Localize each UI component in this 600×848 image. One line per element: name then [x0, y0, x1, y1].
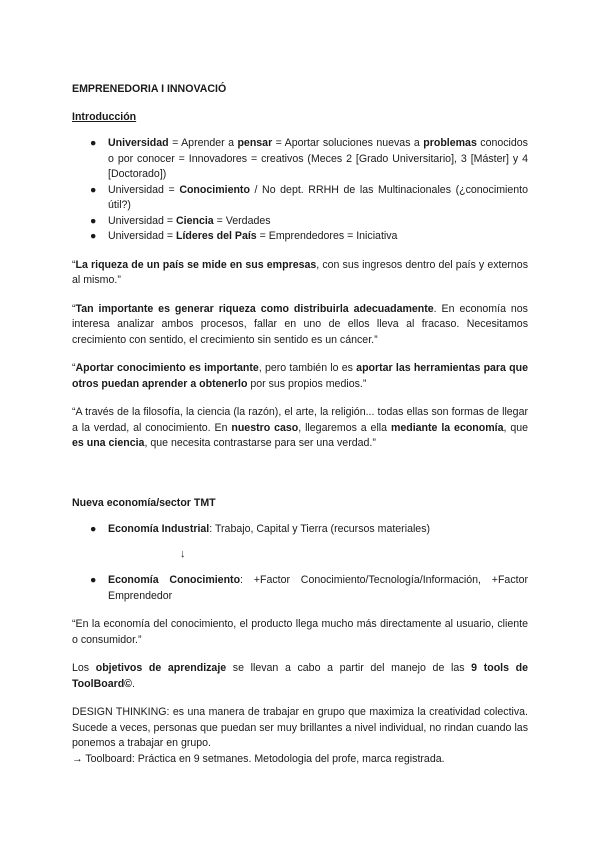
- list-item: ● Universidad = Aprender a pensar = Aportar soluciones nuevas a problemas conocidos o por conocer = Innovadores = creativos (Meces 2 [Grado Universitario], 3 [Máster] y 4 [Doctorado]): [90, 137, 528, 180]
- bullet-icon: ●: [90, 574, 97, 586]
- bullet-icon: ●: [90, 183, 97, 196]
- list-item: ● Universidad = Ciencia = Verdades: [108, 214, 528, 230]
- document-page: [72, 82, 528, 767]
- list-item: ● Economía Conocimiento: +Factor Conocimiento/Tecnología/Información, +Factor Emprendedor: [90, 574, 528, 602]
- bullet-icon: ●: [90, 230, 97, 242]
- tmt-bullet-list-1: [72, 522, 528, 538]
- quote-paragraph-3: “Aportar conocimiento es importante, pero también lo es aportar las herramientas para que otros puedan aprender a obtenerlo por sus propios medios.”: [72, 362, 528, 390]
- quote-paragraph-1: “La riqueza de un país se mide en sus empresas, con sus ingresos dentro del país y externos al mismo.”: [72, 258, 528, 286]
- list-item: ● Universidad = Conocimiento / No dept. RRHH de las Multinacionales (¿conocimiento útil?): [90, 183, 528, 211]
- section-heading-tmt: Nueva economía/sector TMT: [72, 496, 216, 509]
- bullet-icon: ●: [90, 137, 97, 149]
- quote-paragraph-5: “En la economía del conocimiento, el producto llega mucho más directamente al usuario, cliente o consumidor.”: [72, 618, 528, 646]
- objectives-paragraph: Los objetivos de aprendizaje se llevan a cabo a partir del manejo de las 9 tools de ToolBoard©.: [72, 662, 529, 690]
- section-heading-introduccion: Introducción: [72, 110, 137, 123]
- toolboard-line: → Toolboard: Práctica en 9 setmanes. Metodologia del profe, marca registrada.: [72, 752, 445, 765]
- quote-paragraph-4: “A través de la filosofía, la ciencia (la razón), el arte, la religión... todas ellas son formas de llegar a la verdad, al conocimiento. En nuestro caso, llegaremos a ella mediante la economía, que es una ciencia, que necesita contrastarse para ser una verdad.”: [72, 406, 529, 449]
- design-thinking-paragraph: DESIGN THINKING: es una manera de trabajar en grupo que maximiza la creatividad colectiva. Sucede a veces, personas que puedan ser muy brillantes a nivel individual, no rindan cuando las ponemos a trabajar en grupo.: [72, 706, 528, 749]
- down-arrow-icon: ↓: [180, 547, 186, 560]
- bullet-icon: ●: [90, 214, 97, 227]
- intro-bullet-list: [72, 136, 528, 245]
- quote-paragraph-2: “Tan importante es generar riqueza como distribuirla adecuadamente. En economía nos interesa analizar ambos procesos, fallar en uno de ellos lleva al fracaso. Necesitamos crecimiento con sentido, el crecimiento sin sentido es un cáncer.”: [72, 302, 528, 346]
- list-item: ● Universidad = Líderes del País = Emprendedores = Iniciativa: [108, 229, 528, 245]
- bullet-icon: ●: [90, 523, 97, 535]
- list-item: ● Economía Industrial: Trabajo, Capital y Tierra (recursos materiales): [108, 522, 528, 538]
- tmt-bullet-list-2: [72, 573, 528, 604]
- document-title: EMPRENEDORIA I INNOVACIÓ: [72, 83, 227, 95]
